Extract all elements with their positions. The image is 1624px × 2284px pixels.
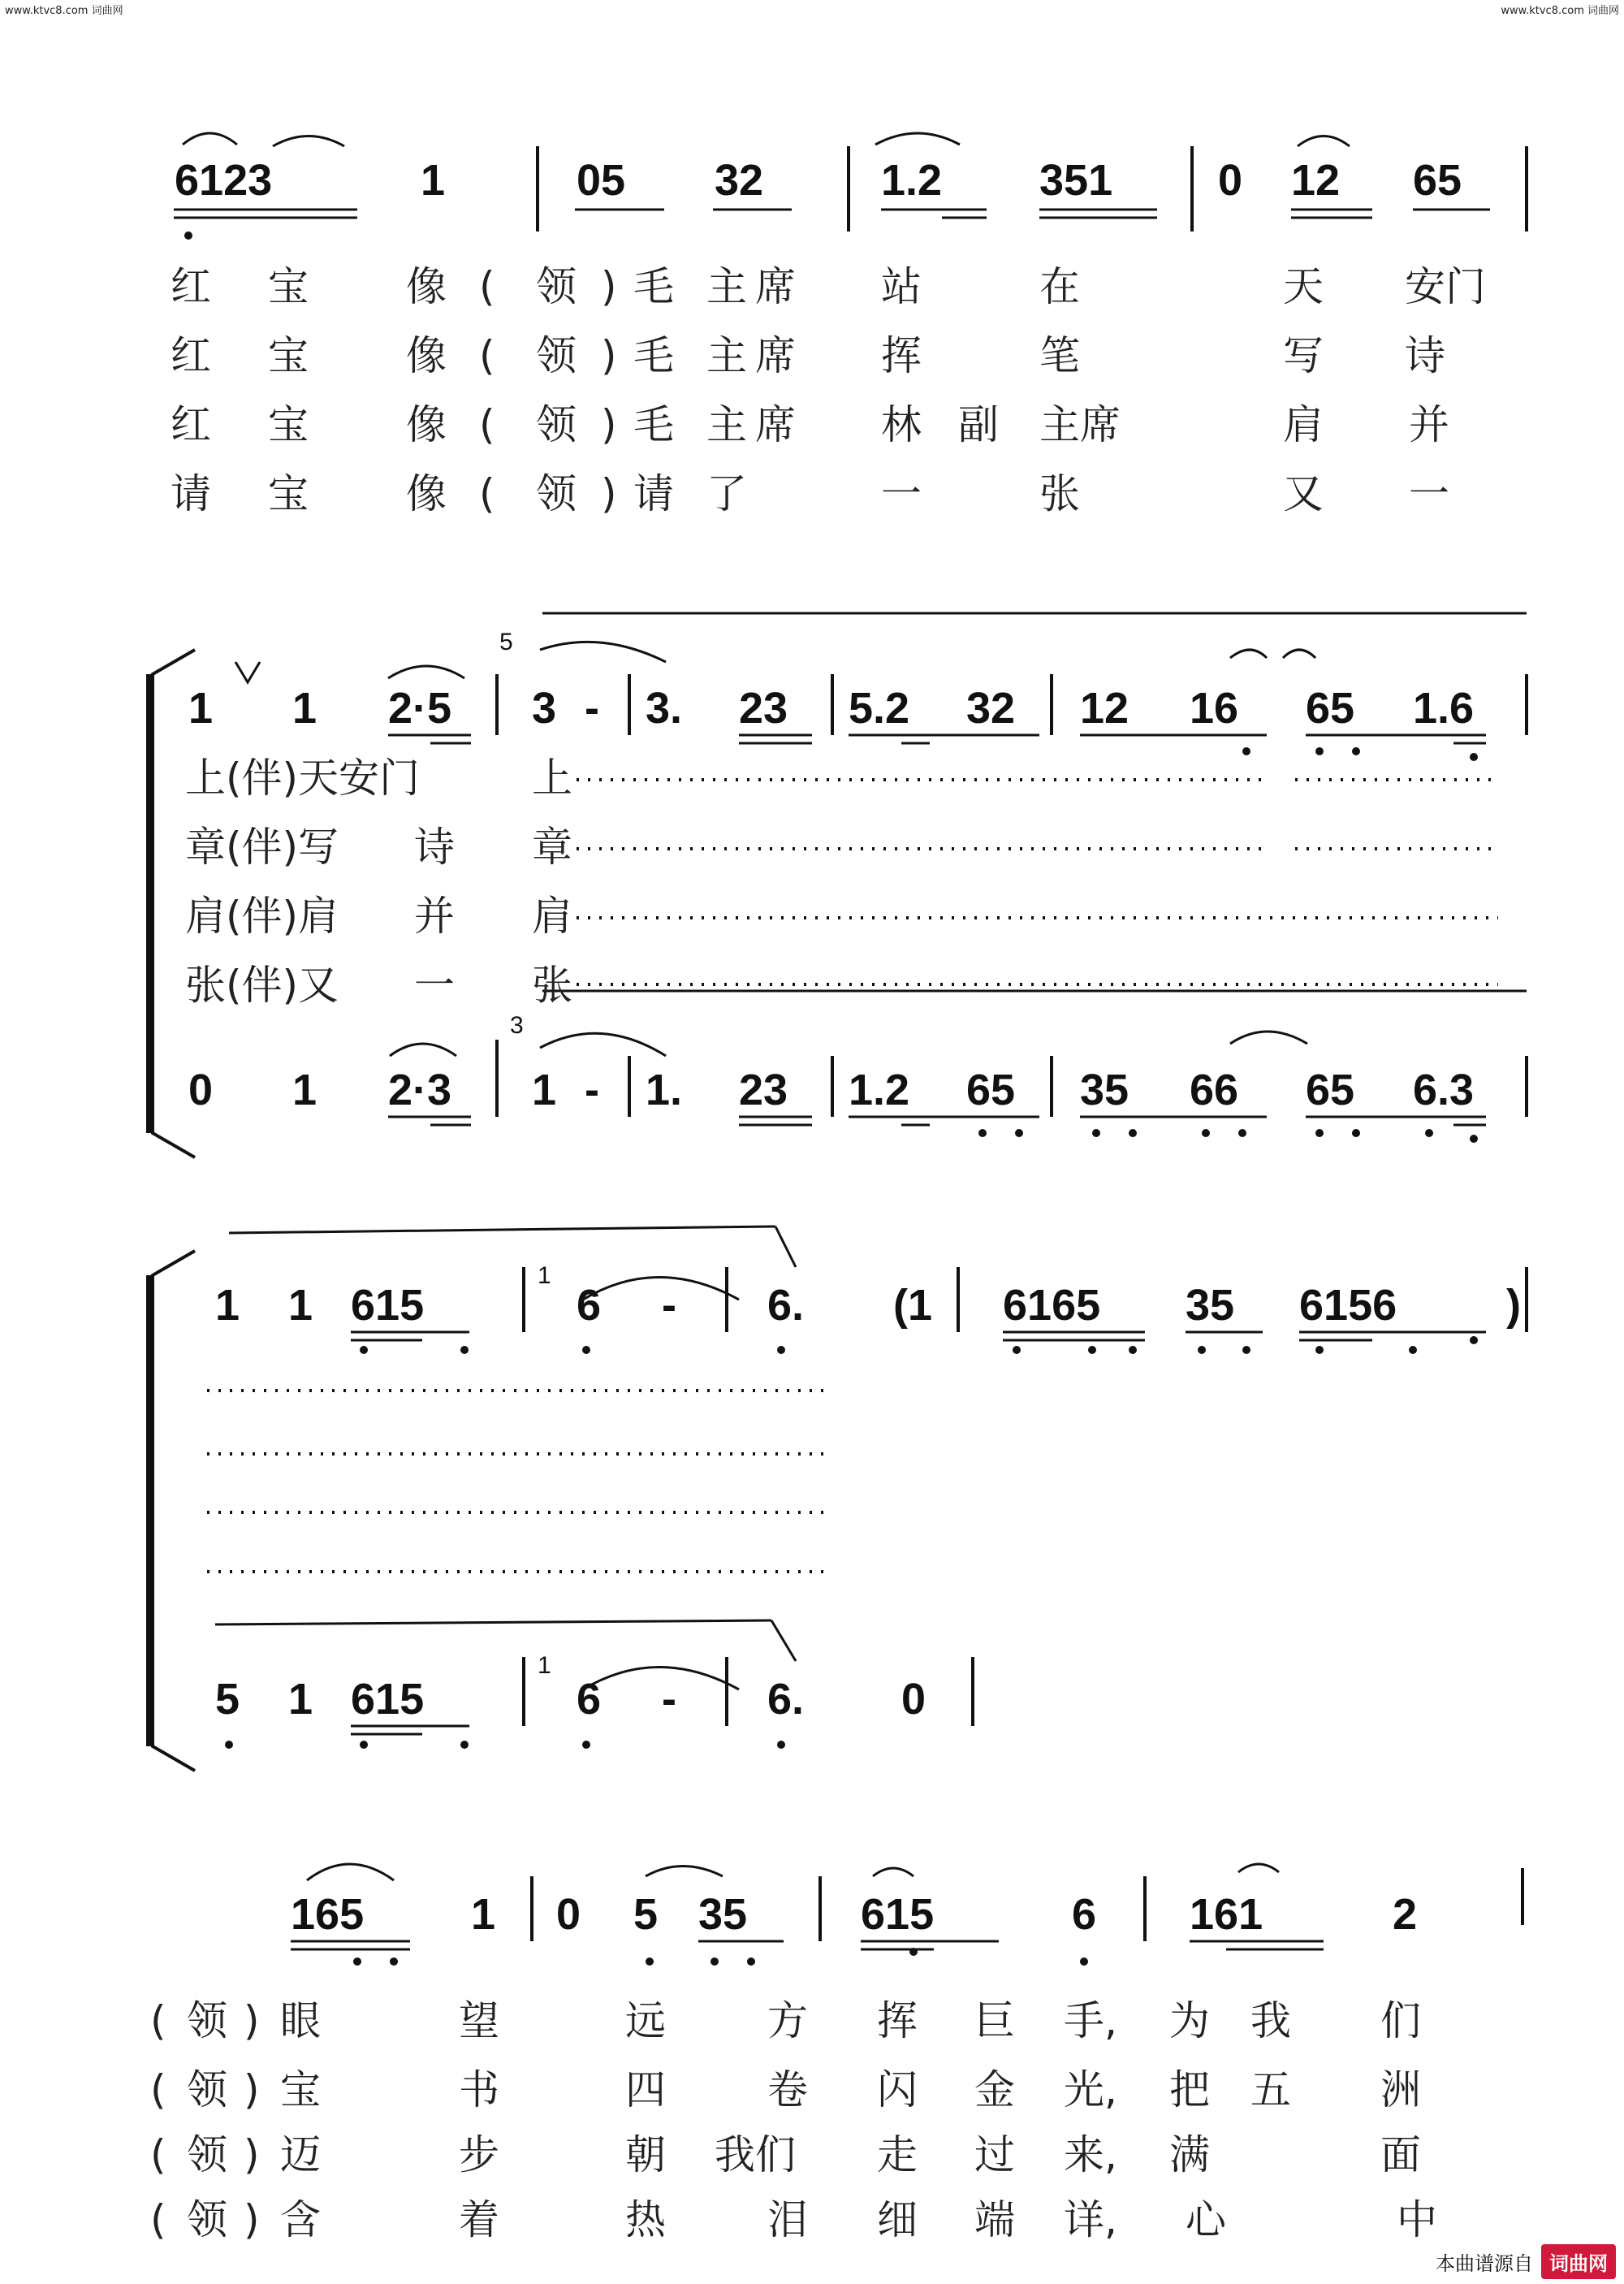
svg-text:在: 在 [1039,263,1080,310]
grace-note: 1 [538,1262,551,1289]
lyric-line-3 [171,401,1449,448]
system-3 [146,1226,1527,1771]
lyric-line-4 [171,470,1449,517]
note: 1 [188,684,214,733]
system-2 [146,613,1527,1157]
note: 1 [215,1281,240,1330]
svg-text:(: ( [150,2066,166,2113]
octave-dot [1470,753,1478,761]
slur [1283,650,1315,658]
svg-text:我: 我 [1250,1997,1291,2044]
octave-dot [1470,1135,1478,1143]
svg-text:心: 心 [1186,2196,1226,2243]
note-group: 35 [698,1890,748,1939]
slur [307,1864,394,1880]
svg-text:): ) [244,2066,260,2113]
lyric: 并 [414,893,455,940]
lyric: 诗 [414,824,455,871]
note-group: 6165 [1003,1281,1101,1330]
octave-dot [777,1741,785,1749]
lyric-line-2 [150,2066,1421,2113]
svg-text:含: 含 [280,2196,321,2243]
svg-text:一: 一 [1409,470,1449,517]
note: 1 [292,1066,317,1114]
svg-text:书: 书 [459,2066,499,2113]
svg-text:宝: 宝 [280,2066,321,2113]
octave-dot [1352,747,1360,755]
note: 3. [646,684,683,733]
octave-dot [184,231,192,240]
svg-text:红: 红 [171,263,211,310]
note-group: 23 [739,1066,788,1114]
svg-text:宝: 宝 [268,401,309,448]
octave-dot [1202,1129,1210,1137]
svg-text:洲: 洲 [1380,2066,1421,2113]
svg-text:主席: 主席 [1039,401,1121,448]
note: 1 [471,1890,496,1939]
note: 3 [532,684,557,733]
note-group: 1.2 [849,1066,910,1114]
svg-text:眼: 眼 [280,1997,321,2044]
note: 5 [215,1675,240,1724]
svg-text:主: 主 [706,263,747,310]
system-bracket [153,1251,195,1771]
svg-text:主: 主 [706,332,747,379]
svg-text:(: ( [150,1997,166,2044]
note: 6. [767,1281,805,1330]
octave-dot [360,1346,368,1354]
svg-text:(: ( [479,470,495,517]
lyric: 上(伴)天安门 [185,755,421,802]
svg-text:挥: 挥 [881,332,922,379]
note-group: 1.6 [1413,684,1475,733]
octave-dot [1242,747,1250,755]
svg-text:泪: 泪 [767,2196,808,2243]
slur [1298,136,1350,147]
note-group: 35 [1080,1066,1129,1114]
lyric: 章 [532,824,572,871]
slur [873,1868,914,1876]
svg-text:巨: 巨 [974,1997,1015,2044]
note: 1 [288,1281,313,1330]
note: 1 [421,156,446,205]
octave-dot [582,1346,590,1354]
lyric: 肩(伴)肩 [185,893,339,940]
note-group: 2·3 [388,1066,452,1114]
header-right-watermark: www.ktvc8.com 词曲网 [1501,5,1619,17]
note: 6. [767,1675,805,1724]
note-group: 65 [966,1066,1016,1114]
svg-text:安门: 安门 [1405,263,1486,310]
svg-text:满: 满 [1169,2131,1210,2178]
slur [1238,1864,1279,1872]
note: - [585,684,599,733]
system-bracket-bar [146,1275,153,1746]
svg-text:领: 领 [187,2131,227,2178]
note: - [585,1066,599,1114]
svg-text:着: 着 [459,2196,499,2243]
octave-dot [582,1741,590,1749]
system-4 [150,1864,1522,2243]
note: 1 [292,684,317,733]
svg-text:写: 写 [1283,332,1324,379]
svg-text:领: 领 [187,1997,227,2044]
svg-text:席: 席 [755,263,796,310]
svg-text:请: 请 [633,470,674,517]
svg-text:朝: 朝 [625,2131,666,2178]
svg-text:红: 红 [171,332,211,379]
svg-text:又: 又 [1283,470,1324,517]
svg-text:五: 五 [1250,2066,1291,2113]
svg-text:望: 望 [459,1997,499,2044]
note: 6 [577,1675,602,1724]
note-group: 6123 [175,156,273,205]
octave-dot [710,1957,719,1966]
tie-line [229,1226,775,1233]
note: (1 [893,1281,933,1330]
note-group: 23 [739,684,788,733]
note-group: 32 [715,156,764,205]
lyric-line-4 [150,2196,1437,2243]
svg-text:把: 把 [1169,2066,1210,2113]
note-group: 6.3 [1413,1066,1475,1114]
slur [1230,1032,1307,1044]
slur [183,133,237,145]
octave-dot [225,1741,233,1749]
note-group: 615 [861,1890,935,1939]
lyric: 张 [532,962,572,1009]
svg-text:详,: 详, [1064,2196,1117,2243]
octave-dot [1080,1957,1088,1966]
octave-dot [460,1741,469,1749]
svg-text:来,: 来, [1064,2131,1117,2178]
note: 0 [901,1675,926,1724]
note-group: 65 [1306,1066,1355,1114]
svg-text:): ) [601,470,617,517]
svg-text:天: 天 [1283,263,1324,310]
octave-dot [1238,1129,1246,1137]
lyric-line-3 [150,2131,1421,2178]
svg-text:主: 主 [706,401,747,448]
octave-dot [1129,1129,1137,1137]
grace-note: 5 [499,629,513,655]
svg-text:像: 像 [406,401,447,448]
grace-note: 1 [538,1652,551,1679]
note: - [662,1281,676,1330]
octave-dot [390,1957,398,1966]
slur [273,136,344,147]
svg-text:光,: 光, [1064,2066,1117,2113]
tie-line [215,1620,771,1624]
svg-text:四: 四 [625,2066,666,2113]
slur [390,1044,456,1056]
svg-text:(: ( [150,2131,166,2178]
octave-dot [978,1129,987,1137]
svg-text:我们: 我们 [715,2131,796,2178]
svg-text:挥: 挥 [877,1997,918,2044]
svg-text:卷: 卷 [767,2066,808,2113]
octave-dot [1198,1346,1206,1354]
svg-text:请: 请 [171,470,211,517]
svg-text:(: ( [479,263,495,310]
slur [583,1278,739,1300]
svg-text:): ) [601,332,617,379]
svg-text:迈: 迈 [280,2131,321,2178]
svg-text:毛: 毛 [633,401,674,448]
note-group: 35 [1186,1281,1235,1330]
svg-text:领: 领 [187,2066,227,2113]
svg-text:走: 走 [877,2131,918,2178]
octave-dot [1352,1129,1360,1137]
octave-dot [777,1346,785,1354]
octave-dot [646,1957,654,1966]
svg-text:领: 领 [536,401,577,448]
system-1 [171,133,1527,517]
svg-text:为: 为 [1169,1997,1210,2044]
svg-text:): ) [244,2131,260,2178]
lyric: 章(伴)写 [185,824,339,871]
note-group: 16 [1190,684,1239,733]
breath-mark [235,662,260,682]
svg-text:方: 方 [767,1997,808,2044]
slur [646,1867,723,1877]
svg-text:站: 站 [881,263,922,310]
slur [1230,650,1267,658]
svg-text:副: 副 [958,401,999,448]
octave-dot [1315,1129,1324,1137]
note-group: 161 [1190,1890,1263,1939]
tie-line [775,1226,796,1267]
note-group: 32 [966,684,1016,733]
svg-text:张: 张 [1039,470,1080,517]
svg-text:笔: 笔 [1039,332,1080,379]
note: ) [1506,1281,1521,1330]
svg-text:): ) [244,1997,260,2044]
svg-text:宝: 宝 [268,470,309,517]
octave-dot [1470,1336,1478,1344]
lyric-line-2 [171,332,1445,379]
octave-dot [1092,1129,1100,1137]
svg-text:席: 席 [755,332,796,379]
svg-text:并: 并 [1409,401,1449,448]
note: 0 [188,1066,214,1114]
svg-text:过: 过 [974,2131,1015,2178]
octave-dot [1129,1346,1137,1354]
octave-dot [460,1346,469,1354]
lyric: 张(伴)又 [185,962,339,1009]
svg-text:席: 席 [755,401,796,448]
svg-text:肩: 肩 [1283,401,1324,448]
note: 5 [633,1890,659,1939]
note-group: 615 [351,1281,425,1330]
svg-text:面: 面 [1380,2131,1421,2178]
octave-dot [1315,1346,1324,1354]
note-group: 12 [1291,156,1341,205]
header-left-watermark: www.ktvc8.com 词曲网 [5,5,123,17]
svg-text:(: ( [150,2196,166,2243]
slur [388,666,464,678]
svg-text:像: 像 [406,470,447,517]
lyric-line-1 [171,263,1486,310]
note-group: 2·5 [388,684,452,733]
octave-dot [1425,1129,1433,1137]
note-group: 165 [291,1890,365,1939]
svg-text:(: ( [479,401,495,448]
note: 2 [1393,1890,1418,1939]
slur [583,1668,739,1690]
note-group: 6156 [1299,1281,1397,1330]
svg-text:远: 远 [625,1997,666,2044]
svg-text:中: 中 [1397,2196,1437,2243]
note-group: 351 [1039,156,1113,205]
note-group: 615 [351,1675,425,1724]
lyric: 一 [414,962,455,1009]
svg-text:细: 细 [877,2196,918,2243]
lyric: 肩 [532,893,572,940]
slur [540,642,666,662]
octave-dot [909,1948,918,1956]
svg-text:毛: 毛 [633,263,674,310]
svg-text:): ) [601,401,617,448]
note-group: 5.2 [849,684,910,733]
note: 0 [556,1890,581,1939]
svg-text:宝: 宝 [268,263,309,310]
octave-dot [747,1957,755,1966]
note-group: 1.2 [881,156,943,205]
footer-source-text: 本曲谱源自 [1436,2252,1533,2275]
note-group: 05 [577,156,626,205]
octave-dot [1242,1346,1250,1354]
octave-dot [1409,1346,1417,1354]
footer-credit [1436,2244,1616,2279]
svg-text:诗: 诗 [1405,332,1445,379]
slur [540,1033,666,1056]
slur [875,133,960,145]
svg-text:了: 了 [706,470,747,517]
site-logo[interactable]: 词曲网 [1541,2244,1616,2279]
svg-text:领: 领 [536,332,577,379]
note: 1 [532,1066,557,1114]
svg-text:手,: 手, [1064,1997,1117,2044]
svg-text:们: 们 [1380,1997,1421,2044]
note: 6 [1072,1890,1097,1939]
lyric-line-1 [150,1997,1421,2044]
svg-text:毛: 毛 [633,332,674,379]
grace-note: 3 [510,1012,524,1039]
note: 1 [288,1675,313,1724]
svg-text:闪: 闪 [877,2066,918,2113]
tie-line [771,1620,796,1661]
svg-text:领: 领 [536,470,577,517]
octave-dot [360,1741,368,1749]
note-group: 66 [1190,1066,1239,1114]
svg-text:): ) [244,2196,260,2243]
svg-text:领: 领 [536,263,577,310]
svg-text:像: 像 [406,263,447,310]
svg-text:林: 林 [881,401,922,448]
octave-dot [1088,1346,1096,1354]
note: 6 [577,1281,602,1330]
note: - [662,1675,676,1724]
note-group: 12 [1080,684,1129,733]
svg-text:宝: 宝 [268,332,309,379]
svg-text:金: 金 [974,2066,1015,2113]
svg-text:红: 红 [171,401,211,448]
octave-dot [1013,1346,1021,1354]
svg-text:领: 领 [187,2196,227,2243]
octave-dot [1315,747,1324,755]
svg-text:像: 像 [406,332,447,379]
octave-dot [1015,1129,1023,1137]
svg-text:热: 热 [625,2196,666,2243]
system-bracket-bar [146,674,153,1133]
note-group: 65 [1413,156,1462,205]
svg-text:一: 一 [881,470,922,517]
octave-dot [353,1957,361,1966]
svg-text:步: 步 [459,2131,499,2178]
note-group: 65 [1306,684,1355,733]
svg-text:(: ( [479,332,495,379]
svg-text:): ) [601,263,617,310]
note: 0 [1218,156,1243,205]
svg-text:端: 端 [974,2196,1015,2243]
note: 1. [646,1066,683,1114]
lyric: 上 [532,755,572,802]
